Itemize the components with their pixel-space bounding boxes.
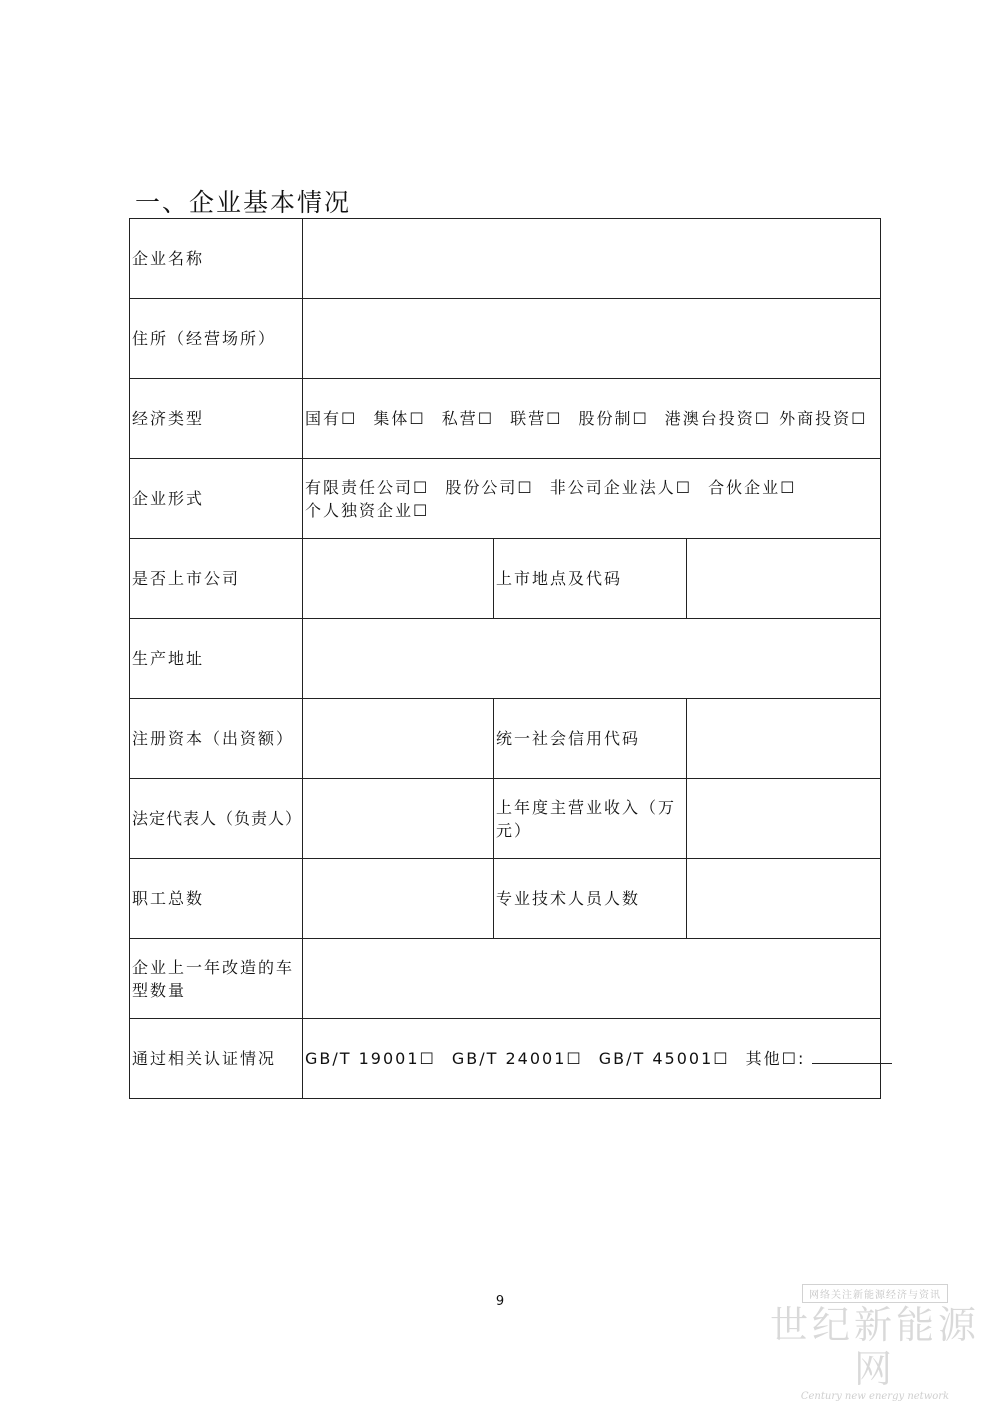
address-label: 住所（经营场所）: [130, 299, 303, 379]
cert-option-other[interactable]: 其他☐:: [745, 1049, 806, 1068]
econ-option-state[interactable]: 国有☐: [305, 409, 358, 428]
econ-option-shareholding[interactable]: 股份制☐: [578, 409, 649, 428]
table-row: [130, 859, 881, 939]
table-row: [130, 459, 881, 539]
enterprise-form-label: 企业形式: [130, 459, 303, 539]
econ-type-label: 经济类型: [130, 379, 303, 459]
other-cert-blank[interactable]: [812, 1049, 892, 1064]
table-row: [130, 1019, 881, 1099]
cert-option-gbt19001[interactable]: GB/T 19001☐: [305, 1049, 436, 1068]
certification-label: 通过相关认证情况: [130, 1019, 303, 1099]
credit-code-label: 统一社会信用代码: [494, 699, 687, 779]
tech-staff-field[interactable]: [687, 859, 881, 939]
watermark-slogan: 网络关注新能源经济与资讯: [802, 1284, 948, 1303]
enterprise-name-field[interactable]: [303, 219, 881, 299]
listed-company-field[interactable]: [303, 539, 494, 619]
total-staff-field[interactable]: [303, 859, 494, 939]
cert-option-gbt45001[interactable]: GB/T 45001☐: [598, 1049, 730, 1068]
table-row: [130, 699, 881, 779]
table-row: [130, 379, 881, 459]
watermark-subtitle: Century new energy network: [800, 1391, 950, 1402]
table-row: [130, 619, 881, 699]
table-row: [130, 779, 881, 859]
address-field[interactable]: [303, 299, 881, 379]
watermark-name: 世纪新能源网: [770, 1303, 981, 1391]
table-row: [130, 939, 881, 1019]
table-row: [130, 219, 881, 299]
econ-option-private[interactable]: 私营☐: [441, 409, 495, 428]
section-title: 一、企业基本情况: [135, 188, 352, 217]
form-option-joint-stock[interactable]: 股份公司☐: [445, 477, 534, 497]
modified-models-label: 企业上一年改造的车型数量: [130, 939, 303, 1019]
form-option-sole-proprietorship[interactable]: 个人独资企业☐: [305, 500, 430, 520]
legal-representative-field[interactable]: [303, 779, 494, 859]
tech-staff-label: 专业技术人员人数: [494, 859, 687, 939]
production-address-label: 生产地址: [130, 619, 303, 699]
econ-option-joint[interactable]: 联营☐: [510, 409, 563, 428]
certification-options: [303, 1019, 881, 1099]
watermark-logo: [770, 1283, 980, 1402]
registered-capital-field[interactable]: [303, 699, 494, 779]
listed-company-label: 是否上市公司: [130, 539, 303, 619]
table-row: [130, 299, 881, 379]
total-staff-label: 职工总数: [130, 859, 303, 939]
table-row: [130, 539, 881, 619]
form-option-llc[interactable]: 有限责任公司☐: [305, 477, 430, 497]
econ-option-foreign[interactable]: 外商投资☐: [779, 409, 868, 428]
production-address-field[interactable]: [303, 619, 881, 699]
annual-revenue-field[interactable]: [687, 779, 881, 859]
enterprise-form-options: [303, 459, 881, 539]
form-option-partnership[interactable]: 合伙企业☐: [708, 477, 797, 497]
listing-place-field[interactable]: [687, 539, 881, 619]
econ-option-hk-macao-taiwan[interactable]: 港澳台投资☐: [664, 409, 772, 428]
modified-models-field[interactable]: [303, 939, 881, 1019]
econ-option-collective[interactable]: 集体☐: [373, 409, 426, 428]
registered-capital-label: 注册资本（出资额）: [130, 699, 303, 779]
form-option-non-company-legal-person[interactable]: 非公司企业法人☐: [549, 477, 693, 497]
annual-revenue-label: 上年度主营业收入（万元）: [494, 779, 687, 859]
enterprise-info-table: [129, 218, 881, 1099]
credit-code-field[interactable]: [687, 699, 881, 779]
page-number: 9: [495, 1294, 505, 1309]
cert-option-gbt24001[interactable]: GB/T 24001☐: [451, 1049, 583, 1068]
econ-type-options: [303, 379, 881, 459]
listing-place-label: 上市地点及代码: [494, 539, 687, 619]
legal-representative-label: 法定代表人（负责人）: [130, 779, 303, 859]
enterprise-name-label: 企业名称: [130, 219, 303, 299]
